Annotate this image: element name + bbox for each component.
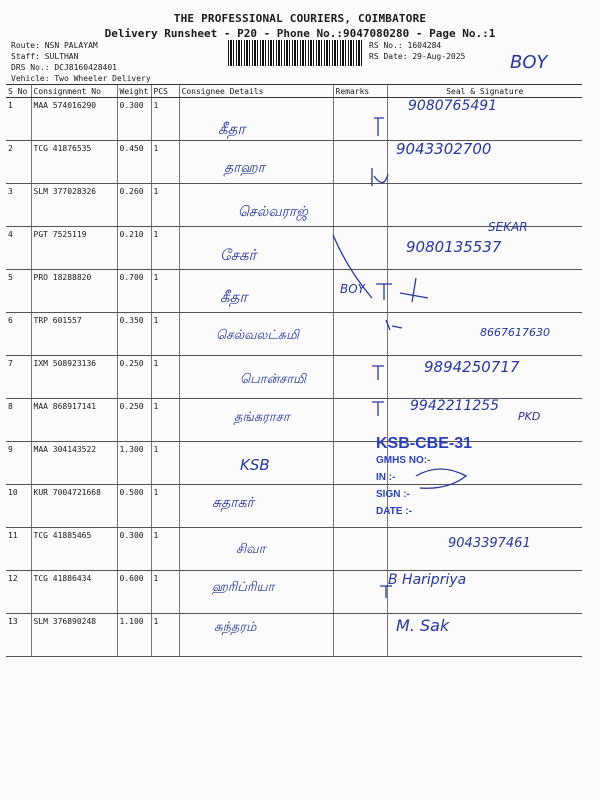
handwritten-signature: 9942211255 <box>410 398 500 414</box>
top-handwritten-mark: BOY <box>510 52 548 73</box>
handwritten-consignee: பொன்சாமி <box>240 372 306 387</box>
handwritten-consignee: சுதாகர் <box>212 495 254 511</box>
weight: 1.100 <box>117 614 151 657</box>
col-header: S No <box>6 85 31 98</box>
handwritten-signature: SEKAR <box>488 220 528 234</box>
consignment-number: KUR 7004721668 <box>31 485 117 528</box>
handwritten-consignee: செல்வராஜ் <box>238 204 308 220</box>
route-info: Route: NSN PALAYAM <box>11 41 98 50</box>
handwritten-consignee: சுந்தரம் <box>214 620 257 635</box>
handwritten-signature: B Haripriya <box>388 572 467 588</box>
weight: 0.450 <box>117 141 151 184</box>
weight: 0.250 <box>117 399 151 442</box>
pieces: 1 <box>151 442 179 485</box>
weight: 0.500 <box>117 485 151 528</box>
serial-number: 8 <box>6 399 31 442</box>
handwritten-consignee: கீதா <box>220 288 248 306</box>
handwritten-consignee: சேகர் <box>220 246 257 264</box>
col-header: Consignment No <box>31 85 117 98</box>
consignment-number: PRO 18288820 <box>31 270 117 313</box>
col-header: PCS <box>151 85 179 98</box>
stamp-line: DATE :- <box>376 506 412 517</box>
weight: 0.600 <box>117 571 151 614</box>
col-header: Remarks <box>333 85 387 98</box>
consignment-number: TRP 601557 <box>31 313 117 356</box>
serial-number: 13 <box>6 614 31 657</box>
handwritten-consignee: தாஹா <box>224 160 265 176</box>
document-title: THE PROFESSIONAL COURIERS, COIMBATORE <box>173 12 427 25</box>
pieces: 1 <box>151 399 179 442</box>
weight: 0.300 <box>117 98 151 141</box>
vehicle-info: Vehicle: Two Wheeler Delivery <box>11 74 151 83</box>
company-stamp <box>376 435 516 520</box>
drs-info: DRS No.: DCJ8160428401 <box>11 63 117 72</box>
handwritten-signature: 9043302700 <box>396 140 492 158</box>
col-header: Consignee Details <box>179 85 333 98</box>
consignment-number: PGT 7525119 <box>31 227 117 270</box>
serial-number: 6 <box>6 313 31 356</box>
rs-date: RS Date: 29-Aug-2025 <box>369 52 466 61</box>
consignment-number: SLM 377028326 <box>31 184 117 227</box>
weight: 1.300 <box>117 442 151 485</box>
col-header: Seal & Signature <box>387 85 582 98</box>
pieces: 1 <box>151 528 179 571</box>
serial-number: 3 <box>6 184 31 227</box>
consignment-number: TCG 41876535 <box>31 141 117 184</box>
consignment-number: MAA 868917141 <box>31 399 117 442</box>
serial-number: 10 <box>6 485 31 528</box>
consignment-number: TCG 41886434 <box>31 571 117 614</box>
consignment-number: IXM 508923136 <box>31 356 117 399</box>
serial-number: 5 <box>6 270 31 313</box>
handwritten-consignee: ஹரிப்ரியா <box>212 580 275 595</box>
weight: 0.700 <box>117 270 151 313</box>
stamp-line: SIGN :- <box>376 489 410 500</box>
col-header: Weight <box>117 85 151 98</box>
stamp-code: KSB-CBE-31 <box>376 435 473 452</box>
stamp-line: IN :- <box>376 472 396 483</box>
weight: 0.260 <box>117 184 151 227</box>
pieces: 1 <box>151 98 179 141</box>
weight: 0.250 <box>117 356 151 399</box>
consignment-number: MAA 574016290 <box>31 98 117 141</box>
serial-number: 7 <box>6 356 31 399</box>
handwritten-signature: 9043397461 <box>448 536 531 551</box>
pieces: 1 <box>151 184 179 227</box>
serial-number: 9 <box>6 442 31 485</box>
weight: 0.350 <box>117 313 151 356</box>
handwritten-signature: BOY <box>340 282 366 296</box>
pieces: 1 <box>151 141 179 184</box>
pieces: 1 <box>151 356 179 399</box>
pieces: 1 <box>151 270 179 313</box>
document-subtitle: Delivery Runsheet - P20 - Phone No.:9047080280 - Page No.:1 <box>104 27 496 40</box>
handwritten-consignee: சிவா <box>236 542 266 557</box>
rs-number: RS No.: 1604284 <box>369 41 442 50</box>
serial-number: 11 <box>6 528 31 571</box>
handwritten-signature: 9080765491 <box>408 98 498 114</box>
handwritten-signature: M. Sak <box>396 616 450 635</box>
handwritten-consignee: KSB <box>240 456 270 474</box>
pieces: 1 <box>151 485 179 528</box>
serial-number: 4 <box>6 227 31 270</box>
serial-number: 1 <box>6 98 31 141</box>
handwritten-signature: 9080135537 <box>406 238 502 256</box>
pieces: 1 <box>151 313 179 356</box>
consignment-number: SLM 376890248 <box>31 614 117 657</box>
staff-info: Staff: SULTHAN <box>11 52 79 61</box>
consignment-number: TCG 41885465 <box>31 528 117 571</box>
weight: 0.300 <box>117 528 151 571</box>
weight: 0.210 <box>117 227 151 270</box>
serial-number: 2 <box>6 141 31 184</box>
handwritten-signature: 9894250717 <box>424 358 520 376</box>
serial-number: 12 <box>6 571 31 614</box>
pieces: 1 <box>151 614 179 657</box>
pieces: 1 <box>151 227 179 270</box>
handwritten-signature: 8667617630 <box>480 326 550 339</box>
pieces: 1 <box>151 571 179 614</box>
handwritten-consignee: கீதா <box>218 120 246 138</box>
handwritten-consignee: தங்கராசா <box>234 410 290 425</box>
handwritten-consignee: செல்வலட்சுமி <box>216 328 299 343</box>
consignment-number: MAA 304143522 <box>31 442 117 485</box>
handwritten-signature: PKD <box>518 410 541 423</box>
stamp-line: GMHS NO:- <box>376 455 431 466</box>
